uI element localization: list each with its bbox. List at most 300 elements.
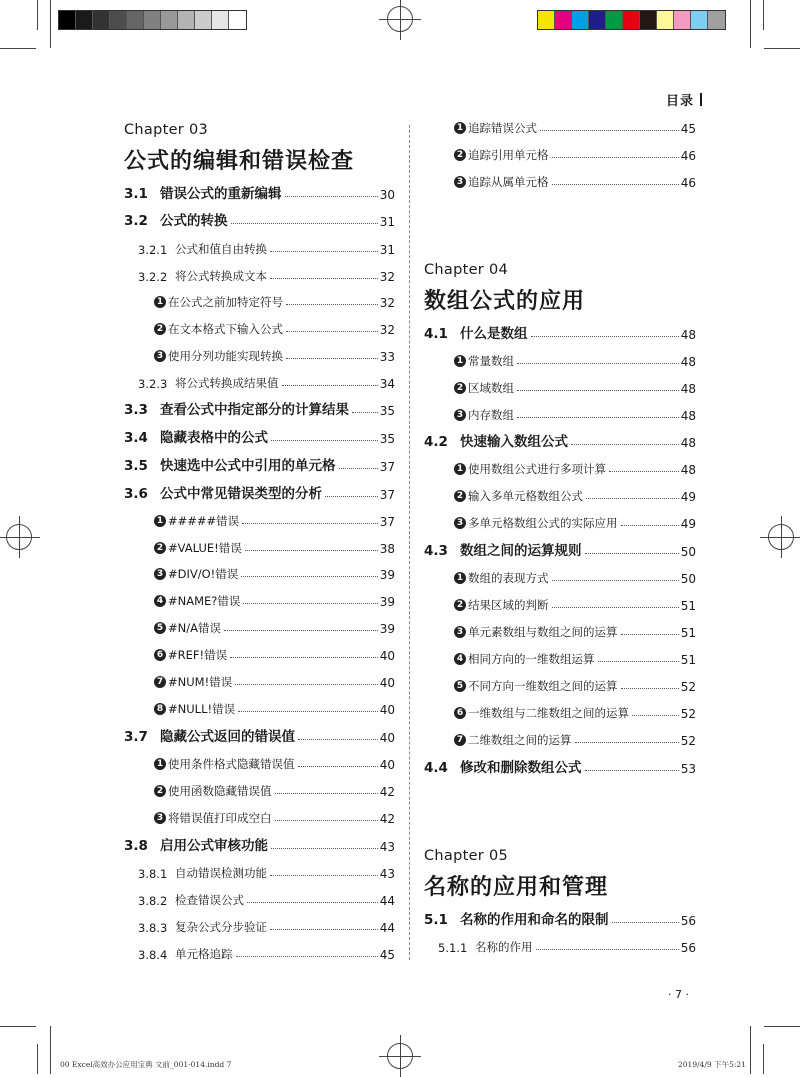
entry-title: 相同方向的一维数组运算 [468,652,595,666]
section-number: 3.5 [124,458,148,474]
toc-entry[interactable] [138,371,395,391]
page-ref: 48 [680,409,696,423]
page-ref: 48 [680,436,696,450]
entry-title: 在公式之前加特定符号 [168,295,283,309]
toc-entry[interactable] [124,725,395,745]
item-number-badge: 2 [454,490,466,502]
page-ref: 52 [680,734,696,748]
toc-entry[interactable] [124,398,395,418]
item-number-badge: 1 [454,572,466,584]
dot-leader [285,196,378,197]
page-ref: 51 [680,599,696,613]
item-number-badge: 3 [154,350,166,362]
entry-title: #NUM!错误 [168,675,233,689]
page-ref: 52 [680,680,696,694]
item-number-badge: 3 [154,812,166,824]
toc-entry[interactable] [138,861,395,881]
toc-entry[interactable] [454,116,696,136]
dot-leader [231,223,378,224]
dot-leader [571,444,679,445]
entry-title: #NAME?错误 [168,594,241,608]
toc-entry[interactable] [424,322,696,342]
crop-mark [750,0,751,48]
dot-leader [275,820,378,821]
dot-leader [517,363,679,364]
section-number: 4.3 [424,543,448,559]
page-ref: 39 [379,622,395,636]
toc-entry[interactable] [138,264,395,284]
crop-mark [764,48,800,49]
item-number-badge: 2 [454,382,466,394]
toc-entry[interactable] [154,589,395,609]
registration-mark [768,524,794,550]
dot-leader [230,657,378,658]
toc-entry[interactable] [124,182,395,202]
toc-entry[interactable] [454,674,696,694]
section-number: 3.4 [124,430,148,446]
dot-leader [275,793,378,794]
entry-title: 快速选中公式中引用的单元格 [160,458,336,474]
page-ref: 51 [680,653,696,667]
dot-leader [286,304,378,305]
dot-leader [552,607,679,608]
page-ref: 52 [680,707,696,721]
entry-title: 快速输入数组公式 [460,434,568,450]
page-ref: 37 [379,515,395,529]
section-number: 3.2 [124,213,148,229]
item-number-badge: 1 [154,296,166,308]
section-number: 3.3 [124,402,148,418]
page-ref: 50 [680,545,696,559]
item-number-badge: 7 [154,676,166,688]
page-ref: 43 [379,867,395,881]
toc-entry[interactable] [454,484,696,504]
crop-mark [750,1026,751,1074]
page-ref: 49 [680,517,696,531]
toc-entry[interactable] [154,752,395,772]
page-ref: 49 [680,490,696,504]
crop-mark [37,0,38,30]
page-ref: 56 [680,941,696,955]
page-ref: 40 [379,758,395,772]
entry-title: 隐藏表格中的公式 [160,430,268,446]
crop-mark [0,48,36,49]
footer-timestamp: 2019/4/9 下午5:21 [678,1060,746,1069]
header-bar [700,93,702,106]
dot-leader [286,331,378,332]
entry-title: 使用数组公式进行多项计算 [468,462,606,476]
dot-leader [224,630,378,631]
toc-entry[interactable] [124,834,395,854]
gray-swatch [110,11,127,29]
registration-mark [387,1043,413,1069]
entry-title: 一维数组与二维数组之间的运算 [468,706,629,720]
dot-leader [531,336,679,337]
color-swatch [691,11,708,29]
entry-title: 在文本格式下输入公式 [168,322,283,336]
dot-leader [609,471,679,472]
toc-entry[interactable] [454,403,696,423]
page-ref: 46 [680,176,696,190]
page-ref: 46 [680,149,696,163]
entry-title: 启用公式审核功能 [160,838,268,854]
section-number: 3.1 [124,186,148,202]
section-number: 5.1 [424,912,448,928]
toc-entry[interactable] [454,349,696,369]
dot-leader [270,875,378,876]
page-ref: 35 [379,404,395,418]
toc-entry[interactable] [138,942,395,962]
crop-mark [763,0,764,30]
color-swatch [674,11,691,29]
dot-leader [270,251,378,252]
page-ref: 42 [379,812,395,826]
toc-entry[interactable] [424,908,696,928]
page-ref: 35 [379,432,395,446]
chapter-title: 数组公式的应用 [424,289,586,314]
entry-title: 追踪引用单元格 [468,148,549,162]
toc-entry[interactable] [454,647,696,667]
dot-leader [621,525,679,526]
item-number-badge: 4 [454,653,466,665]
toc-entry[interactable] [154,779,395,799]
entry-title: 名称的作用 [475,940,533,954]
item-number-badge: 5 [454,680,466,692]
entry-title: #VALUE!错误 [168,541,242,555]
dot-leader [517,390,679,391]
dot-leader [621,688,679,689]
page-ref: 48 [680,355,696,369]
gray-swatch [59,11,76,29]
crop-mark [764,1026,800,1027]
toc-entry[interactable] [454,143,696,163]
entry-title: 公式和值自由转换 [175,242,267,256]
gray-swatch [229,11,246,29]
entry-title: 使用条件格式隐藏错误值 [168,757,295,771]
item-number-badge: 6 [454,707,466,719]
item-number-badge: 4 [154,595,166,607]
item-number-badge: 8 [154,703,166,715]
toc-entry[interactable] [138,237,395,257]
dot-leader [517,417,679,418]
dot-leader [586,498,679,499]
section-number: 4.4 [424,760,448,776]
dot-leader [552,157,679,158]
entry-title: 单元格追踪 [175,947,233,961]
dot-leader [286,358,378,359]
toc-entry[interactable] [154,697,395,717]
page-ref: 44 [379,894,395,908]
toc-entry[interactable] [454,728,696,748]
toc-entry[interactable] [454,701,696,721]
toc-entry[interactable] [154,536,395,556]
entry-title: 使用分列功能实现转换 [168,349,283,363]
crop-mark [0,1026,36,1027]
entry-title: 数组的表现方式 [468,571,549,585]
item-number-badge: 3 [454,176,466,188]
entry-title: #N/A错误 [168,621,221,635]
page-ref: 48 [680,463,696,477]
color-swatch [555,11,572,29]
page-ref: 53 [680,762,696,776]
toc-entry[interactable] [154,616,395,636]
item-number-badge: 2 [154,785,166,797]
toc-entry[interactable] [154,317,395,337]
page-ref: 39 [379,595,395,609]
entry-title: 将错误值打印成空白 [168,811,272,825]
dot-leader [243,603,377,604]
entry-title: 结果区域的判断 [468,598,549,612]
page-ref: 37 [379,460,395,474]
color-swatch [572,11,589,29]
item-number-badge: 2 [154,323,166,335]
dot-leader [339,468,378,469]
page-ref: 32 [379,296,395,310]
entry-title: #NULL!错误 [168,702,236,716]
toc-entry[interactable] [124,209,395,229]
gray-swatch [178,11,195,29]
entry-title: 查看公式中指定部分的计算结果 [160,402,349,418]
grayscale-calibration-bar [58,10,247,30]
page-ref: 33 [379,350,395,364]
toc-entry[interactable] [154,344,395,364]
page-ref: 43 [379,840,395,854]
page-ref: 40 [379,676,395,690]
dot-leader [612,922,679,923]
section-number: 3.2.3 [138,377,168,391]
crop-mark [37,1044,38,1074]
chapter-label: Chapter 05 [424,848,509,864]
gray-swatch [127,11,144,29]
page-ref: 32 [379,270,395,284]
toc-entry[interactable] [454,376,696,396]
gray-swatch [161,11,178,29]
toc-entry[interactable] [454,593,696,613]
section-label: 目录 [665,94,694,109]
toc-entry[interactable] [124,482,395,502]
page-ref: 51 [680,626,696,640]
entry-title: 公式的转换 [160,213,228,229]
toc-entry[interactable] [154,643,395,663]
column-divider [409,125,410,960]
gray-swatch [76,11,93,29]
gray-swatch [93,11,110,29]
section-number: 4.2 [424,434,448,450]
page-ref: 44 [379,921,395,935]
section-number: 3.2.2 [138,270,168,284]
dot-leader [352,412,378,413]
section-number: 3.6 [124,486,148,502]
page-ref: 31 [379,243,395,257]
entry-title: 什么是数组 [460,326,528,342]
dot-leader [585,770,679,771]
dot-leader [245,550,378,551]
toc-entry[interactable] [438,935,696,955]
page-ref: 50 [680,572,696,586]
gray-swatch [144,11,161,29]
entry-title: 将公式转换成结果值 [175,376,279,390]
dot-leader [270,278,378,279]
section-number: 4.1 [424,326,448,342]
entry-title: 多单元格数组公式的实际应用 [468,516,618,530]
dot-leader [235,684,378,685]
dot-leader [282,385,378,386]
dot-leader [242,523,378,524]
toc-entry[interactable] [454,170,696,190]
entry-title: 常量数组 [468,354,514,368]
page-ref: 38 [379,542,395,556]
toc-entry[interactable] [138,915,395,935]
chapter-title: 名称的应用和管理 [424,875,609,900]
entry-title: 单元素数组与数组之间的运算 [468,625,618,639]
gray-swatch [212,11,229,29]
color-swatch [623,11,640,29]
section-number: 3.2.1 [138,243,168,257]
toc-entry[interactable] [154,806,395,826]
page-ref: 34 [379,377,395,391]
page-ref: 40 [379,649,395,663]
entry-title: 自动错误检测功能 [175,866,267,880]
entry-title: 使用函数隐藏错误值 [168,784,272,798]
toc-entry[interactable] [138,888,395,908]
section-number: 3.7 [124,729,148,745]
page-ref: 45 [379,948,395,962]
toc-entry[interactable] [154,290,395,310]
dot-leader [241,576,377,577]
toc-entry[interactable] [154,670,395,690]
item-number-badge: 3 [454,517,466,529]
page-ref: 42 [379,785,395,799]
color-swatch [657,11,674,29]
dot-leader [247,902,378,903]
entry-title: 复杂公式分步验证 [175,920,267,934]
toc-entry[interactable] [454,620,696,640]
toc-entry[interactable] [424,539,696,559]
dot-leader [325,496,378,497]
item-number-badge: 1 [454,355,466,367]
gray-swatch [195,11,212,29]
dot-leader [598,661,679,662]
dot-leader [552,184,679,185]
dot-leader [536,949,679,950]
toc-entry[interactable] [154,562,395,582]
crop-mark [50,1026,51,1074]
item-number-badge: 5 [154,622,166,634]
registration-mark [6,524,32,550]
page-ref: 45 [680,122,696,136]
dot-leader [575,742,679,743]
entry-title: 公式中常见错误类型的分析 [160,486,322,502]
registration-mark [387,6,413,32]
entry-title: 不同方向一维数组之间的运算 [468,679,618,693]
page-ref: 32 [379,323,395,337]
crop-mark [50,0,51,48]
entry-title: #DIV/O!错误 [168,567,239,581]
page-number: · 7 · [668,988,689,1001]
entry-title: 追踪从属单元格 [468,175,549,189]
entry-title: 隐藏公式返回的错误值 [160,729,295,745]
section-number: 3.8.4 [138,948,168,962]
dot-leader [238,711,378,712]
entry-title: 修改和删除数组公式 [460,760,582,776]
item-number-badge: 1 [154,515,166,527]
section-number: 3.8.1 [138,867,168,881]
dot-leader [552,580,679,581]
chapter-label: Chapter 03 [124,122,209,138]
dot-leader [271,848,378,849]
section-number: 3.8 [124,838,148,854]
dot-leader [271,440,378,441]
dot-leader [270,929,378,930]
dot-leader [236,956,378,957]
item-number-badge: 3 [154,568,166,580]
toc-entry[interactable] [454,457,696,477]
dot-leader [621,634,679,635]
entry-title: #####错误 [168,514,240,528]
crop-mark [763,1044,764,1074]
entry-title: 区域数组 [468,381,514,395]
toc-entry[interactable] [124,454,395,474]
footer-file-info: 00 Excel高效办公应用宝典 文前_001-014.indd 7 [60,1060,232,1069]
page-ref: 40 [379,731,395,745]
toc-entry[interactable] [424,430,696,450]
entry-title: #REF!错误 [168,648,228,662]
item-number-badge: 1 [154,758,166,770]
item-number-badge: 6 [154,649,166,661]
page-ref: 30 [379,188,395,202]
item-number-badge: 2 [454,149,466,161]
item-number-badge: 1 [454,122,466,134]
color-swatch [589,11,606,29]
item-number-badge: 3 [454,409,466,421]
color-swatch [606,11,623,29]
color-swatch [708,11,725,29]
toc-entry[interactable] [124,426,395,446]
page-ref: 40 [379,703,395,717]
entry-title: 错误公式的重新编辑 [160,186,282,202]
entry-title: 二维数组之间的运算 [468,733,572,747]
color-calibration-bar [537,10,726,30]
page-ref: 39 [379,568,395,582]
entry-title: 将公式转换成文本 [175,269,267,283]
toc-entry[interactable] [154,509,395,529]
item-number-badge: 1 [454,463,466,475]
item-number-badge: 2 [454,599,466,611]
toc-entry[interactable] [454,566,696,586]
entry-title: 数组之间的运算规则 [460,543,582,559]
entry-title: 名称的作用和命名的限制 [460,912,609,928]
chapter-title: 公式的编辑和错误检查 [124,149,355,174]
entry-title: 追踪错误公式 [468,121,537,135]
page-ref: 31 [379,215,395,229]
page-ref: 48 [680,382,696,396]
entry-title: 输入多单元格数组公式 [468,489,583,503]
page-ref: 37 [379,488,395,502]
chapter-label: Chapter 04 [424,262,509,278]
dot-leader [298,766,378,767]
section-number: 5.1.1 [438,941,468,955]
entry-title: 内存数组 [468,408,514,422]
dot-leader [540,130,679,131]
running-header [666,90,702,109]
item-number-badge: 3 [454,626,466,638]
toc-entry[interactable] [424,756,696,776]
page-ref: 56 [680,914,696,928]
entry-title: 检查错误公式 [175,893,244,907]
color-swatch [640,11,657,29]
toc-entry[interactable] [454,511,696,531]
item-number-badge: 7 [454,734,466,746]
